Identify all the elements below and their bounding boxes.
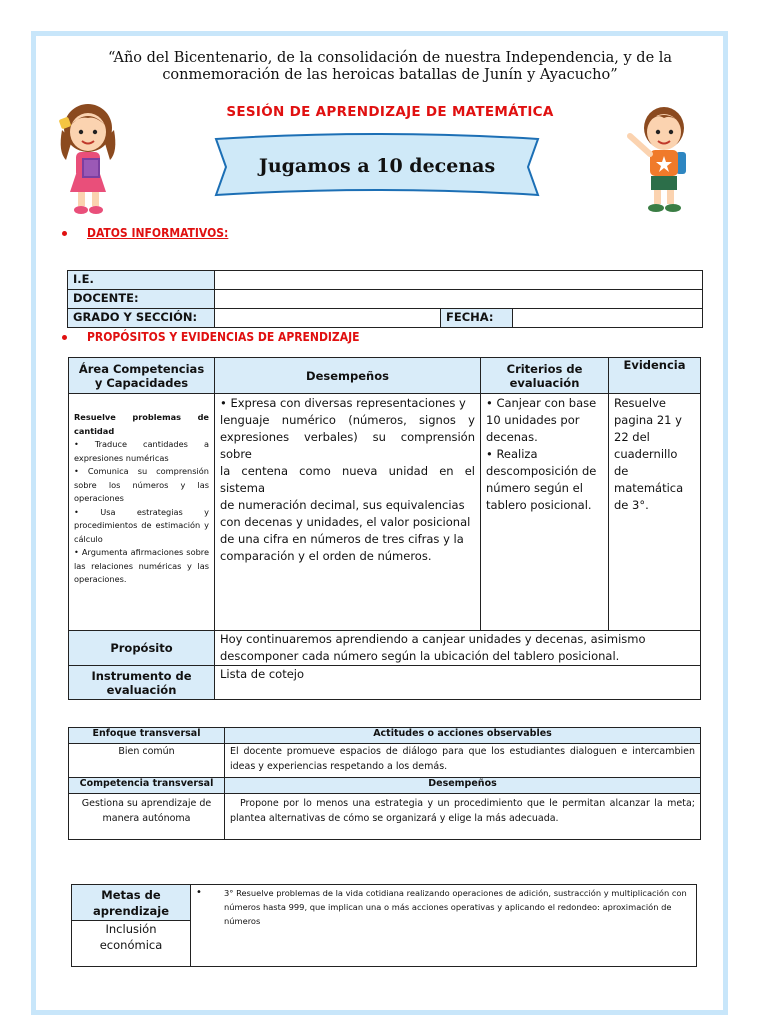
competencia-item: • Comunica su comprensión sobre los números y las operaciones (74, 466, 209, 503)
year-title (100, 50, 680, 84)
bullet-icon (62, 335, 67, 340)
table-row (68, 271, 703, 290)
table-row (68, 309, 703, 328)
proposito-label: Propósito (69, 631, 215, 666)
metas-bullet-row (196, 886, 691, 928)
competencia-transversal-header: Competencia transversal (69, 778, 225, 794)
session-title: SESIÓN DE APRENDIZAJE DE MATEMÁTICA (226, 104, 554, 120)
header-desempenos: Desempeños (215, 358, 481, 394)
desempeno-line: comparación y el orden de números. (220, 549, 432, 563)
header-area: Área Competencias y Capacidades (69, 358, 215, 394)
desempenos-cell (215, 394, 481, 631)
metas-label: Metas de aprendizaje (72, 885, 191, 921)
criterios-cell (481, 394, 609, 631)
section-datos-informativos (62, 226, 228, 240)
competencia-transversal-value: Gestiona su aprendizaje de manera autónoma (69, 794, 225, 840)
metas-text-cell (191, 885, 697, 967)
header-criterios: Criterios de evaluación (481, 358, 609, 394)
actitudes-header: Actitudes o acciones observables (225, 728, 701, 744)
desempeno-line: de numeración decimal, sus equivalencias (220, 498, 465, 512)
fecha-value[interactable] (513, 309, 703, 328)
instrumento-text: Lista de cotejo (215, 666, 701, 700)
competencia-title: Resuelve problemas de cantidad (74, 412, 209, 436)
table-row (69, 778, 701, 794)
bullet-icon (62, 231, 67, 236)
table-row (69, 744, 701, 778)
year-title-line-2: conmemoración de las heroicas batallas de Junín y Ayacucho” (162, 67, 618, 83)
metas-table (71, 884, 697, 967)
competencia-item: • Argumenta afirmaciones sobre las relaciones numéricas y las operaciones. (74, 547, 209, 584)
table-row (69, 666, 701, 700)
header-evidencia: Evidencia (609, 358, 701, 394)
docente-value[interactable] (215, 290, 703, 309)
transversal-table (68, 727, 701, 840)
table-row (69, 728, 701, 744)
criterio-item: • Canjear con base 10 unidades por decenas. (486, 396, 597, 444)
inclusion-text: Inclusión económica (72, 921, 191, 967)
criterio-item: • Realiza descomposición de número según el tablero posicional. (486, 447, 597, 512)
desempenos-transversal-value: Propone por lo menos una estrategia y un procedimiento que le permitan alcanzar la meta; plantea alternativas de cómo se organizará y elige la más adecuada. (225, 794, 701, 840)
desempenos-transversal-header: Desempeños (225, 778, 701, 794)
desempeno-line: lenguaje numérico (números, signos y expresiones verbales) su comprensión sobre (220, 413, 475, 461)
section-propositos (62, 330, 360, 344)
ie-value[interactable] (215, 271, 703, 290)
instrumento-label: Instrumento de evaluación (69, 666, 215, 700)
grado-label: GRADO Y SECCIÓN: (68, 309, 215, 328)
grado-value[interactable] (215, 309, 441, 328)
desempeno-line: de una cifra en números de tres cifras y la (220, 532, 464, 546)
actitudes-value: El docente promueve espacios de diálogo para que los estudiantes dialoguen e intercambien ideas y experiencias respetando a los demás. (225, 744, 701, 778)
table-row (69, 358, 701, 394)
desempeno-line: la centena como nueva unidad en el sistema (220, 464, 475, 495)
table-row (69, 794, 701, 840)
info-table (67, 270, 703, 328)
competencias-cell (69, 394, 215, 631)
desempeno-line: con decenas y unidades, el valor posicional (220, 515, 471, 529)
metas-text: 3° Resuelve problemas de la vida cotidiana realizando operaciones de adición, sustracción y multiplicación con números hasta 999, que implican una o más acciones operativas y aplicando el redondeo: aproximación de números (224, 888, 687, 926)
section-title: DATOS INFORMATIVOS: (87, 226, 229, 240)
bullet-icon: • (196, 887, 202, 898)
year-title-line-1: “Año del Bicentenario, de la consolidación de nuestra Independencia, y de la (107, 50, 673, 66)
desempeno-line: • Expresa con diversas representaciones y (220, 396, 466, 410)
table-row (69, 394, 701, 631)
section-title: PROPÓSITOS Y EVIDENCIAS DE APRENDIZAJE (87, 330, 360, 344)
table-row (69, 631, 701, 666)
purposes-table (68, 357, 701, 700)
proposito-text: Hoy continuaremos aprendiendo a canjear unidades y decenas, asimismo descomponer cada número según la ubicación del tablero posicional. (215, 631, 701, 666)
ie-label: I.E. (68, 271, 215, 290)
docente-label: DOCENTE: (68, 290, 215, 309)
fecha-label: FECHA: (441, 309, 513, 328)
enfoque-value: Bien común (69, 744, 225, 778)
banner-title: Jugamos a 10 decenas (258, 155, 496, 177)
evidencia-cell: Resuelve pagina 21 y 22 del cuadernillo de matemática de 3°. (609, 394, 701, 631)
competencia-item: • Traduce cantidades a expresiones numéricas (74, 439, 209, 463)
competencia-item: • Usa estrategias y procedimientos de estimación y cálculo (74, 506, 209, 544)
boy-illustration (620, 100, 700, 218)
table-row (72, 885, 697, 921)
table-row (68, 290, 703, 309)
girl-illustration (52, 100, 124, 218)
enfoque-header: Enfoque transversal (69, 728, 225, 744)
